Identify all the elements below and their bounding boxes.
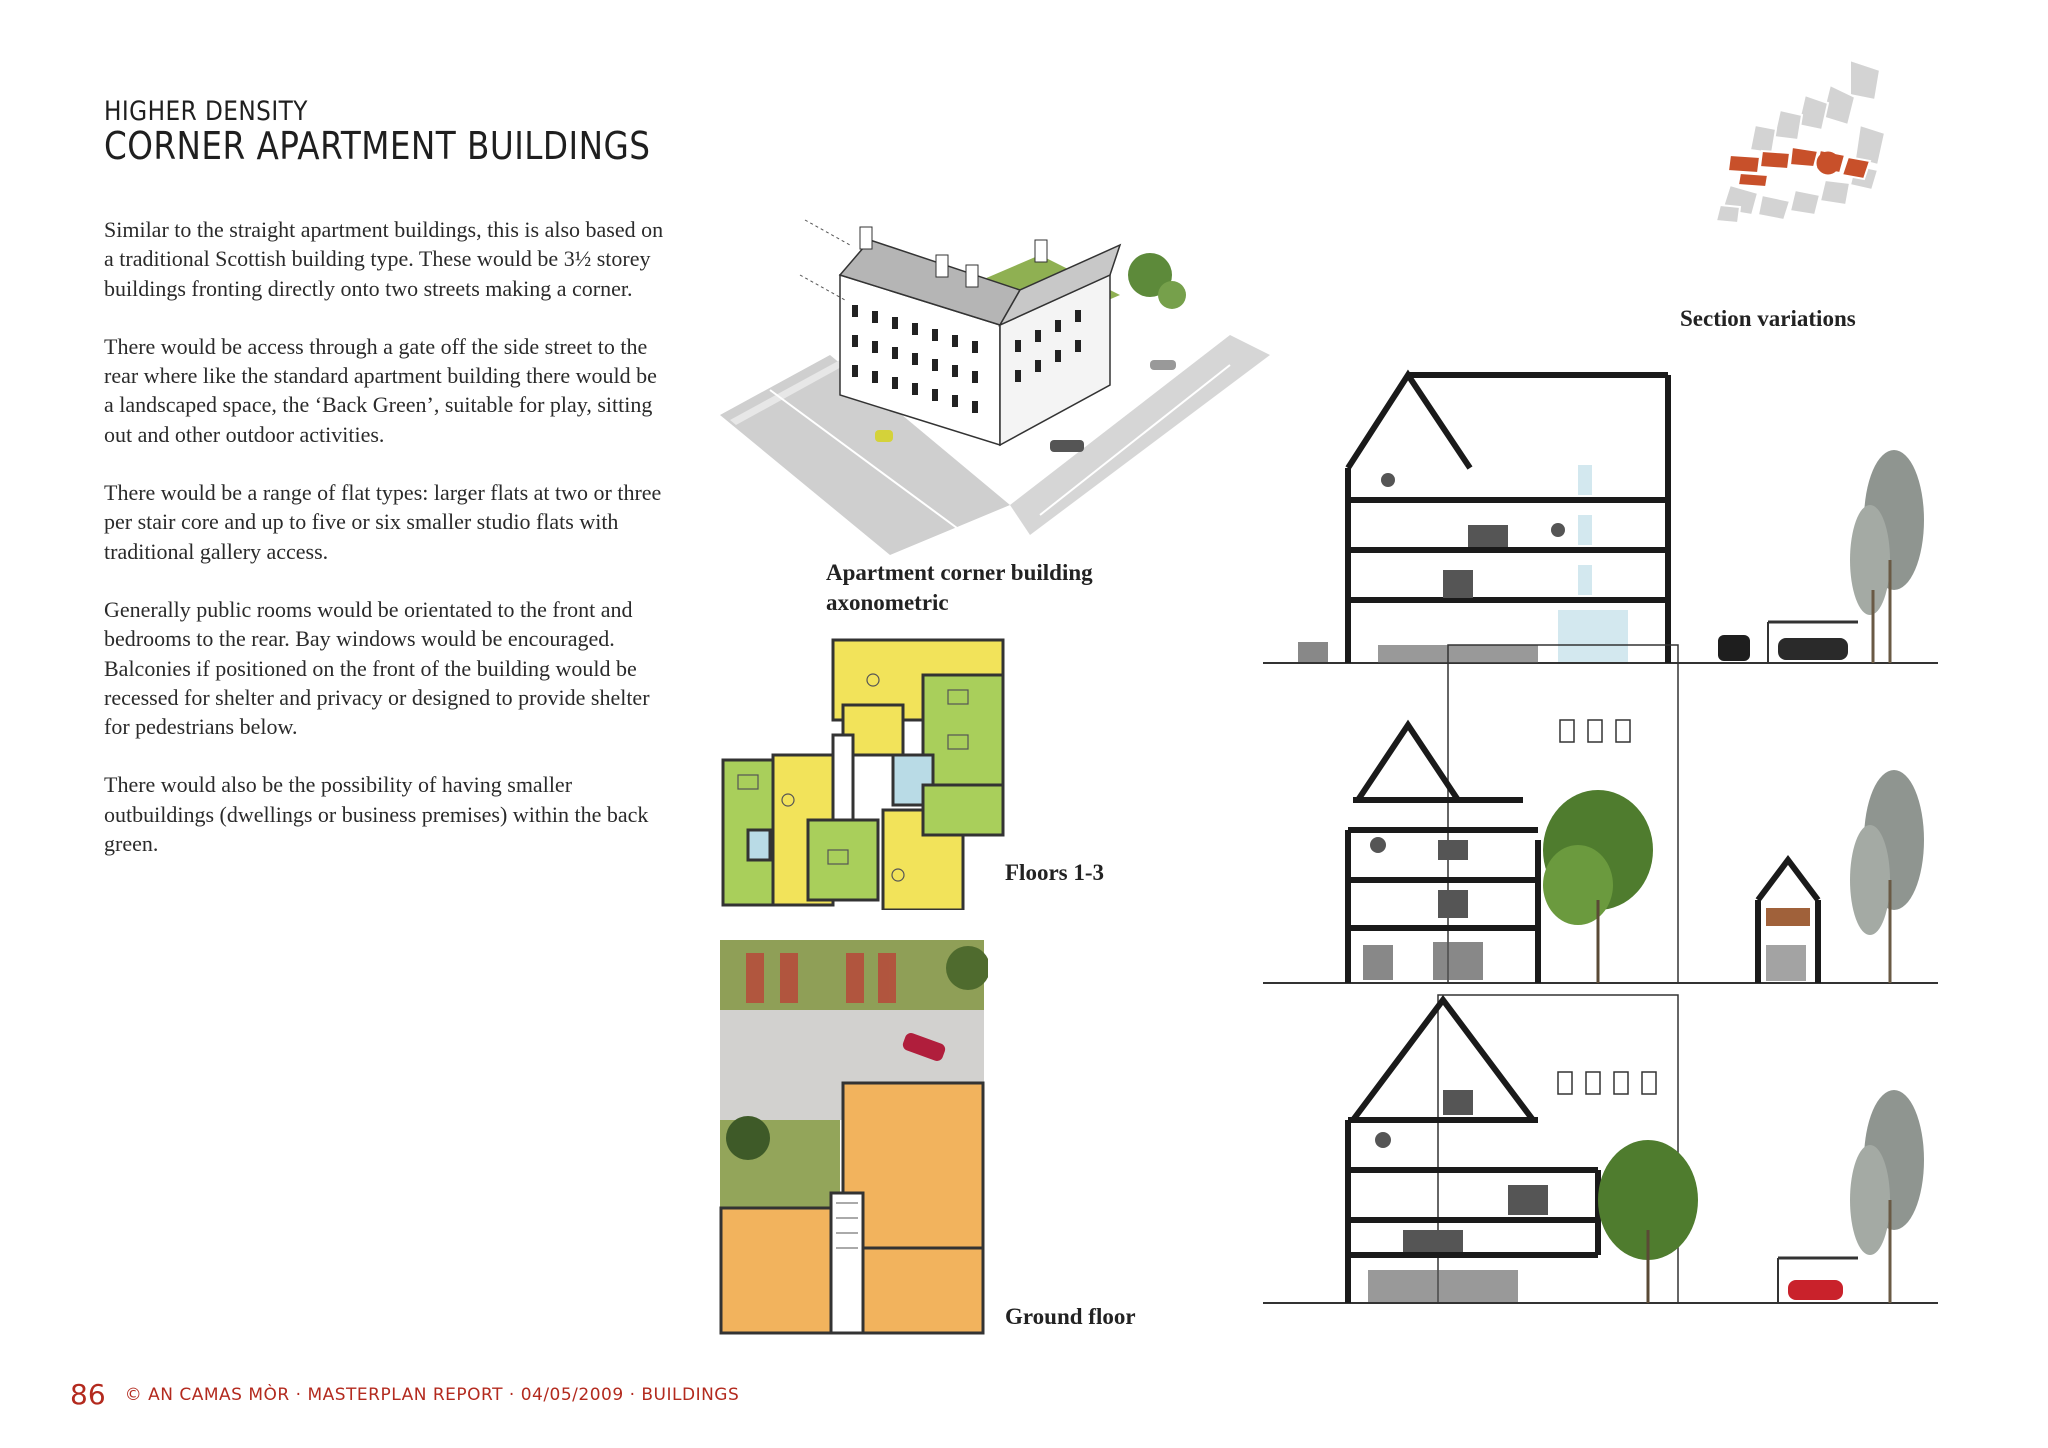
body-text (104, 215, 664, 887)
caption-axonometric (826, 558, 1093, 618)
section-kicker: HIGHER DENSITY (104, 96, 308, 127)
paragraph-2: There would be access through a gate off the side street to the rear where like the standard apartment building there would be a landscaped space, the ‘Back Green’, suitable for play, sitting out and other outdoor activities. (104, 333, 657, 447)
paragraph-5: There would also be the possibility of having smaller outbuildings (dwellings or business premises) within the back green. (104, 772, 649, 857)
page-title: CORNER APARTMENT BUILDINGS (104, 124, 651, 168)
section-2 (1263, 645, 1938, 983)
paragraph-3: There would be a range of flat types: larger flats at two or three per stair core and up to five or six smaller studio flats with traditional gallery access. (104, 480, 662, 564)
floor-plan-upper (718, 635, 1008, 910)
section-drawings (1258, 360, 1938, 1340)
axonometric-drawing (710, 215, 1270, 555)
caption-axonometric-line1: Apartment corner building (826, 560, 1093, 585)
caption-ground: Ground floor (1005, 1304, 1136, 1329)
page-number: 86 (70, 1378, 106, 1411)
location-map-icon (1710, 55, 1890, 225)
paragraph-1: Similar to the straight apartment buildings, this is also based on a traditional Scottish building type. These would be 3½ storey buildings fronting directly onto two streets making a corner. (104, 217, 664, 301)
section-1 (1263, 375, 1938, 663)
footer-info: © AN CAMAS MÒR · MASTERPLAN REPORT · 04/05/2009 · BUILDINGS (124, 1384, 740, 1405)
section-3 (1263, 995, 1938, 1303)
caption-axonometric-line2: axonometric (826, 590, 949, 615)
floor-plan-ground (718, 938, 988, 1338)
caption-sections: Section variations (1680, 306, 1856, 331)
paragraph-4: Generally public rooms would be orientated to the front and bedrooms to the rear. Bay windows would be encouraged. Balconies if positioned on the front of the building would be recessed for shelter and privacy or designed to provide shelter for pedestrians below. (104, 596, 650, 740)
page-footer (70, 1378, 739, 1411)
caption-floors: Floors 1-3 (1005, 860, 1105, 885)
